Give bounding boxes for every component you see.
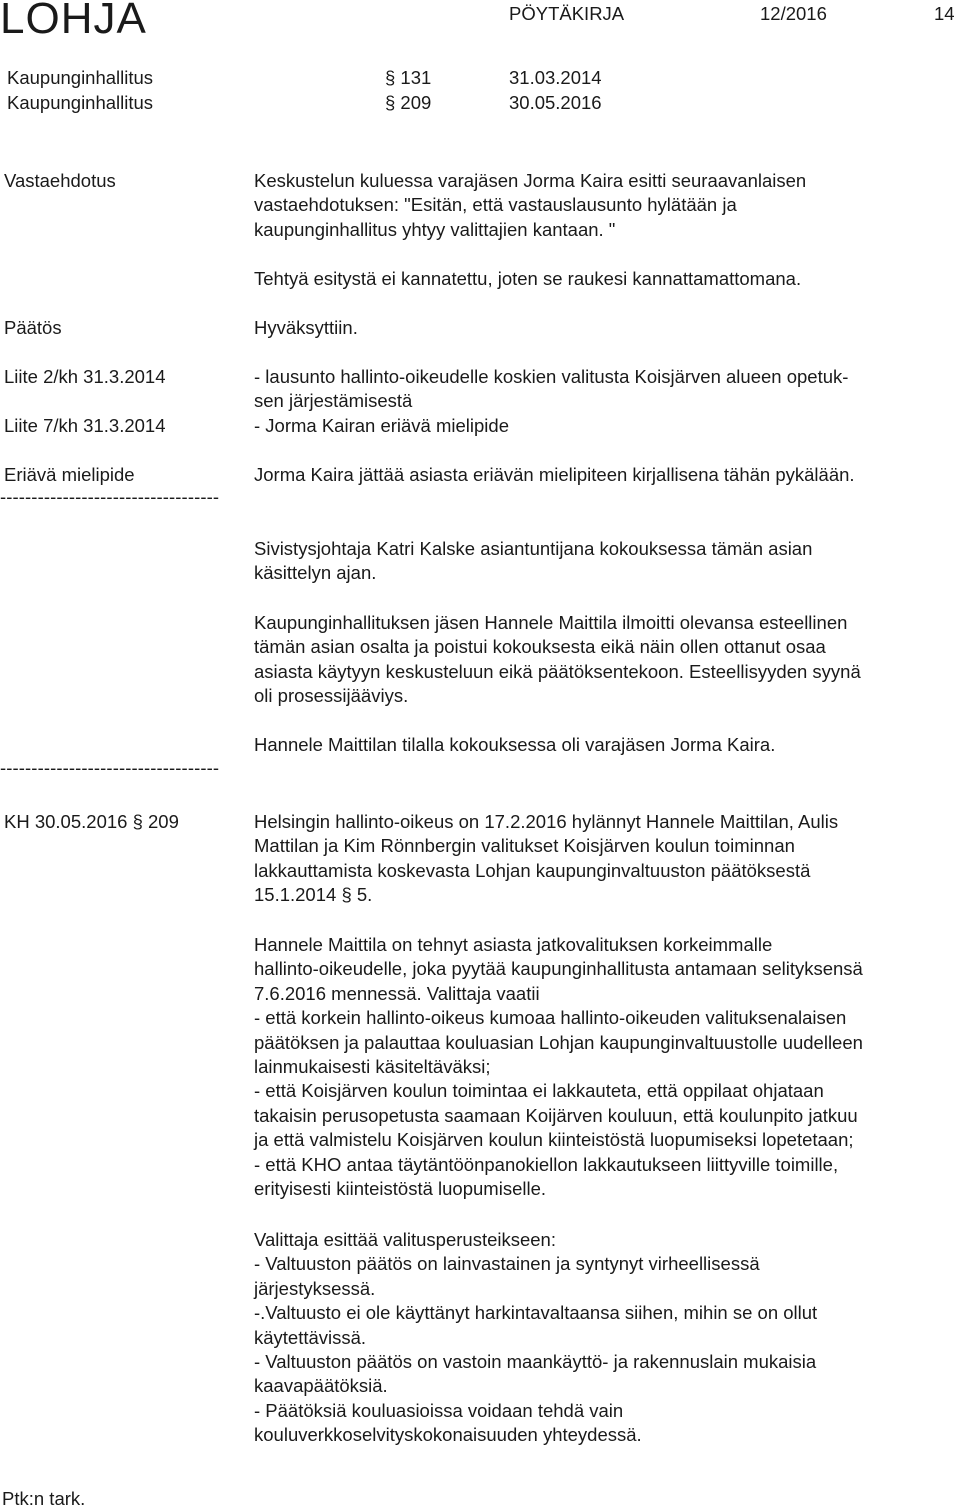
- liite-label-2: Liite 7/kh 31.3.2014: [4, 415, 166, 436]
- separator-1: -----------------------------------: [0, 486, 220, 507]
- ref-body-1: Kaupunginhallitus: [7, 67, 154, 88]
- footer-signature-label: Ptk:n tark.: [2, 1488, 86, 1509]
- ref-date-2: 30.05.2016: [509, 92, 602, 113]
- separator-2: -----------------------------------: [0, 757, 220, 778]
- liite-label-1: Liite 2/kh 31.3.2014: [4, 366, 166, 387]
- erava-label: Eriävä mielipide: [4, 464, 135, 485]
- liite-text-2: - Jorma Kairan eriävä mielipide: [254, 415, 509, 436]
- paatos-label: Päätös: [4, 317, 62, 338]
- doc-type: PÖYTÄKIRJA: [509, 3, 625, 24]
- vastaehdotus-text: Keskustelun kuluessa varajäsen Jorma Kaira esitti seuraavanlaisen vastaehdotuksen: "Esitän, että vastauslausunto hylätään ja kaupunginhallitus yhtyy valittajien kantaan. ": [254, 170, 807, 240]
- ref-section-2: § 209: [385, 92, 432, 113]
- vastaehdotus-label: Vastaehdotus: [4, 170, 116, 191]
- vastaehdotus-note: Tehtyä esitystä ei kannatettu, joten se raukesi kannattamattomana.: [254, 268, 802, 289]
- kh-paragraph-3: Valittaja esittää valitusperusteikseen: - Valtuuston päätös on lainvastainen ja syntynyt virheellisessä järjestyksessä. -.Valtuusto ei ole käyttänyt harkintavaltaansa siihen, mihin se on ollut käytettävissä. - Valtuuston päätös on vastoin maankäyttö- ja rakennuslain mukaisia kaavapäätöksiä. - Päätöksiä kouluasioissa voidaan tehdä vain kouluverkkoselvityskokonaisuuden yhteydessä.: [254, 1229, 818, 1446]
- ref-section-1: § 131: [385, 67, 432, 88]
- page-number: 14: [934, 3, 955, 24]
- kh-paragraph-1: Helsingin hallinto-oikeus on 17.2.2016 hylännyt Hannele Maittilan, Aulis Mattilan ja Kim Rönnbergin valitukset Koisjärven koulun toiminnan lakkauttamista koskevasta Lohjan kaupunginvaltuuston päätöksestä 15.1.2014 § 5.: [254, 811, 839, 906]
- paatos-text: Hyväksyttiin.: [254, 317, 358, 338]
- middle-paragraph-2: Kaupunginhallituksen jäsen Hannele Maittila ilmoitti olevansa esteellinen tämän asian osalta ja poistui kokouksesta eikä näin ollen ottanut osaa asiasta käytyyn keskusteluun eikä päätöksentekoon. Esteellisyyden syynä oli prosessijääviys.: [254, 612, 861, 707]
- kh-label: KH 30.05.2016 § 209: [4, 811, 179, 832]
- issue-number: 12/2016: [760, 3, 827, 24]
- erava-text: Jorma Kaira jättää asiasta eriävän mielipiteen kirjallisena tähän pykälään.: [254, 464, 855, 485]
- logo: LOHJA: [0, 0, 147, 43]
- ref-date-1: 31.03.2014: [509, 67, 602, 88]
- middle-paragraph-1: Sivistysjohtaja Katri Kalske asiantuntijana kokouksessa tämän asian käsittelyn ajan.: [254, 538, 813, 584]
- liite-text-1: - lausunto hallinto-oikeudelle koskien valitusta Koisjärven alueen opetuk- sen järjestämisestä: [254, 366, 849, 412]
- ref-body-2: Kaupunginhallitus: [7, 92, 154, 113]
- middle-paragraph-3: Hannele Maittilan tilalla kokouksessa oli varajäsen Jorma Kaira.: [254, 734, 776, 755]
- kh-paragraph-2: Hannele Maittila on tehnyt asiasta jatkovalituksen korkeimmalle hallinto-oikeudelle, joka pyytää kaupunginhallitusta antamaan selityksensä 7.6.2016 mennessä. Valittaja vaatii - että korkein hallinto-oikeus kumoaa hallinto-oikeuden valituksenalaisen päätöksen ja palauttaa kouluasian Lohjan kaupunginvaltuustolle uudelleen lainmukaisesti käsiteltäväksi; - että Koisjärven koulun toimintaa ei lakkauteta, että oppilaat ohjataan takaisin perusopetusta saamaan Koijärven kouluun, että koulunpito jatkuu ja että valmistelu Koisjärven koulun kiinteistöstä luopumiseksi lopetetaan; - että KHO antaa täytäntöönpanokiellon lakkautukseen liittyville toimille, erityisesti kiinteistöstä luopumiselle.: [254, 934, 863, 1199]
